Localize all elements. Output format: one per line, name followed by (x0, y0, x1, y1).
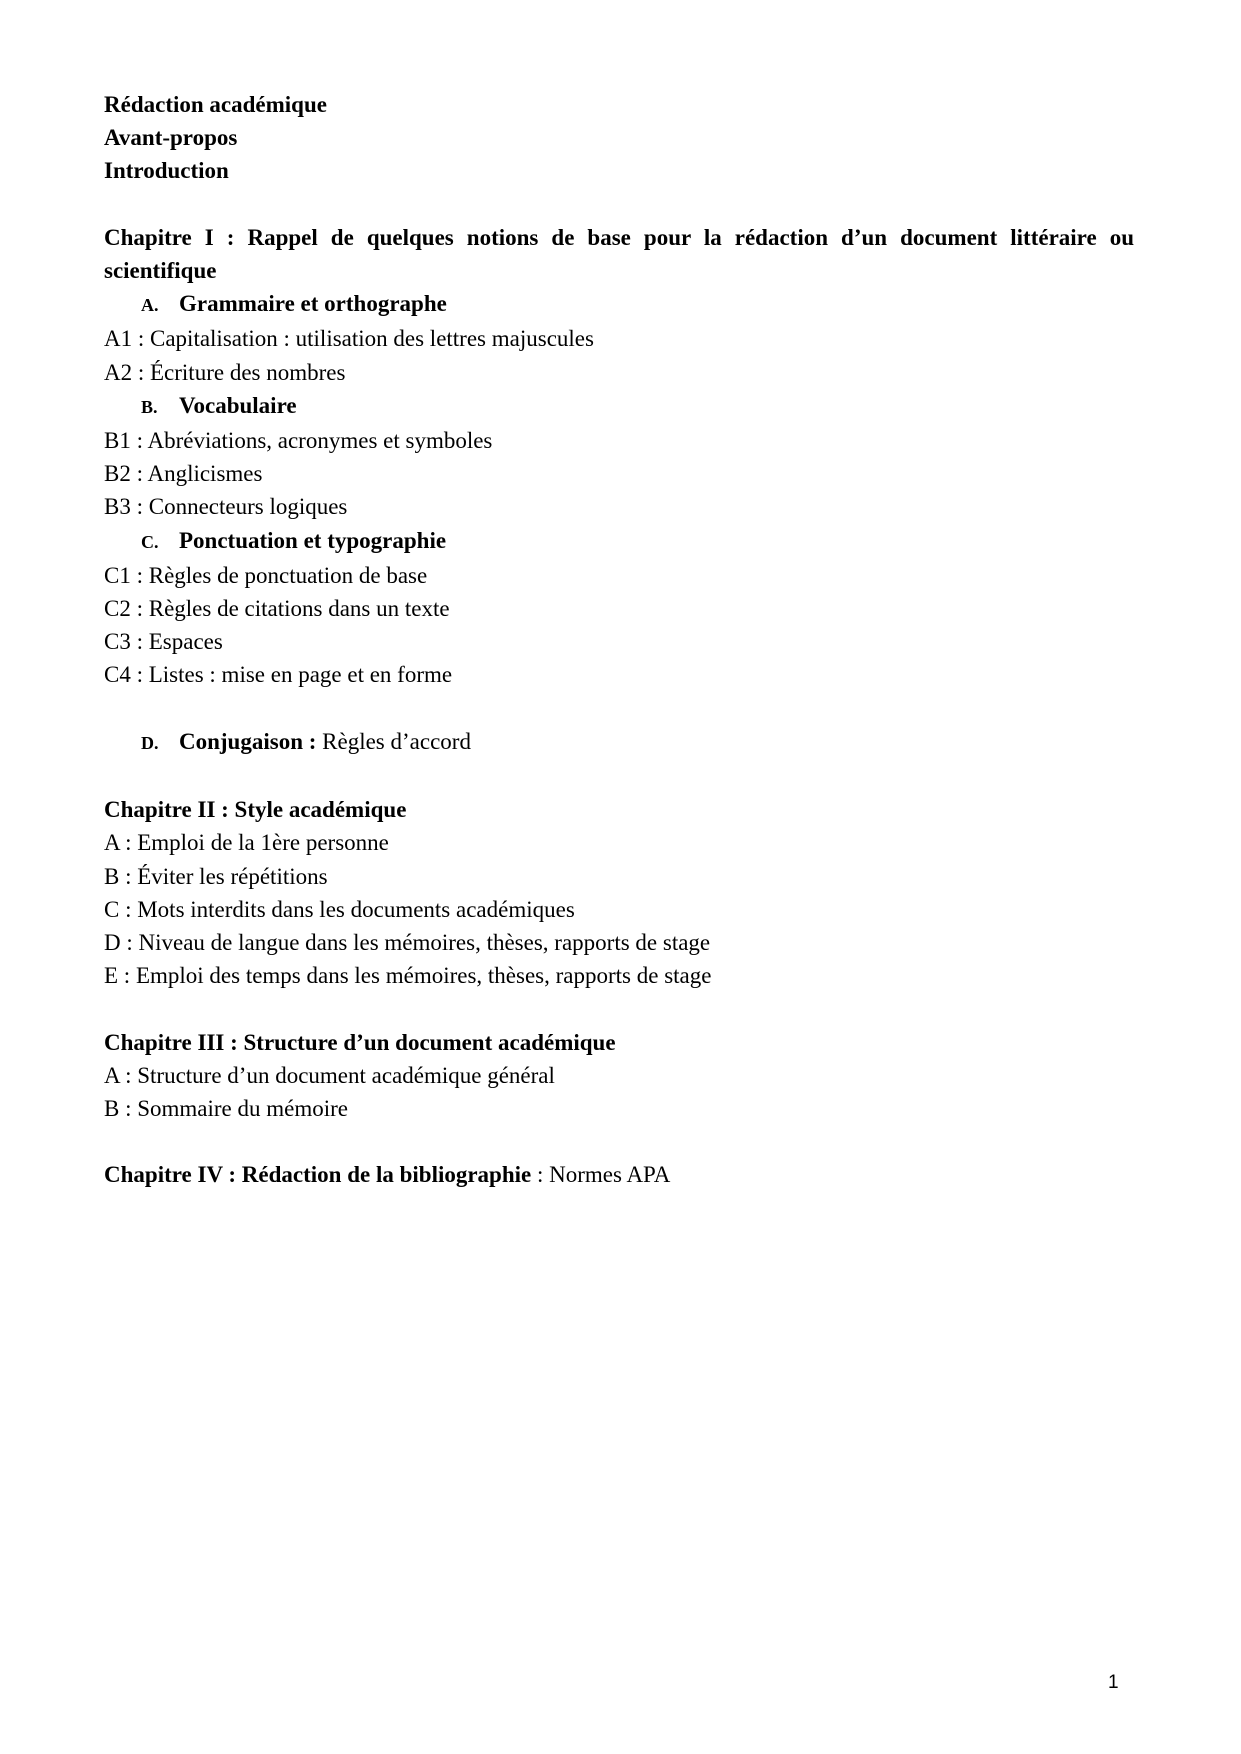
section-title: Ponctuation et typographie (179, 527, 447, 553)
section-b-heading (104, 389, 1134, 424)
spacer (104, 692, 1134, 725)
section-d-heading (104, 725, 1134, 760)
section-c-heading (104, 524, 1134, 559)
chapter-2-title: Chapitre II : Style académique (104, 797, 407, 823)
chapter-4-title: Chapitre IV : Rédaction de la bibliographie (104, 1162, 532, 1188)
section-title: Grammaire et orthographe (179, 291, 447, 317)
foreword-heading: Avant-propos (104, 125, 238, 151)
toc-item: B1 : Abréviations, acronymes et symboles (104, 428, 493, 454)
toc-item: C2 : Règles de citations dans un texte (104, 596, 450, 622)
toc-item: D : Niveau de langue dans les mémoires, thèses, rapports de stage (104, 930, 711, 956)
section-subtitle: Règles d’accord (316, 728, 471, 754)
toc-item: E : Emploi des temps dans les mémoires, thèses, rapports de stage (104, 963, 712, 989)
chapter-3-title: Chapitre III : Structure d’un document académique (104, 1029, 616, 1055)
section-title: Vocabulaire (179, 392, 297, 418)
toc-item: C4 : Listes : mise en page et en forme (104, 662, 453, 688)
section-a-heading (104, 287, 1134, 322)
spacer (104, 992, 1134, 1025)
section-title: Conjugaison : (179, 728, 317, 754)
toc-item: B3 : Connecteurs logiques (104, 494, 348, 520)
toc-item: C1 : Règles de ponctuation de base (104, 562, 428, 588)
chapter-1-title: Chapitre I : Rappel de quelques notions de base pour la rédaction d’un document littéraire ou scientifique (104, 224, 1134, 283)
section-letter: A. (141, 295, 159, 316)
toc-item: C : Mots interdits dans les documents académiques (104, 896, 575, 922)
spacer (104, 188, 1134, 221)
toc-item: B : Sommaire du mémoire (104, 1096, 349, 1122)
document-page (104, 88, 1134, 1192)
toc-item: A : Structure d’un document académique général (104, 1062, 555, 1088)
chapter-4-line (104, 1158, 1134, 1191)
spacer (104, 760, 1134, 793)
toc-item: B : Éviter les répétitions (104, 863, 328, 889)
section-letter: B. (141, 396, 158, 417)
toc-item: B2 : Anglicismes (104, 461, 263, 487)
toc-item: A2 : Écriture des nombres (104, 359, 346, 385)
toc-item: C3 : Espaces (104, 629, 223, 655)
toc-item: A1 : Capitalisation : utilisation des lettres majuscules (104, 326, 594, 352)
introduction-heading: Introduction (104, 158, 229, 184)
chapter-4-subtitle: : Normes APA (531, 1162, 671, 1188)
section-letter: C. (141, 531, 159, 552)
page-number: 1 (1108, 1672, 1119, 1693)
spacer (104, 1125, 1134, 1158)
document-title: Rédaction académique (104, 92, 327, 117)
section-letter: D. (141, 732, 159, 753)
toc-item: A : Emploi de la 1ère personne (104, 830, 389, 856)
